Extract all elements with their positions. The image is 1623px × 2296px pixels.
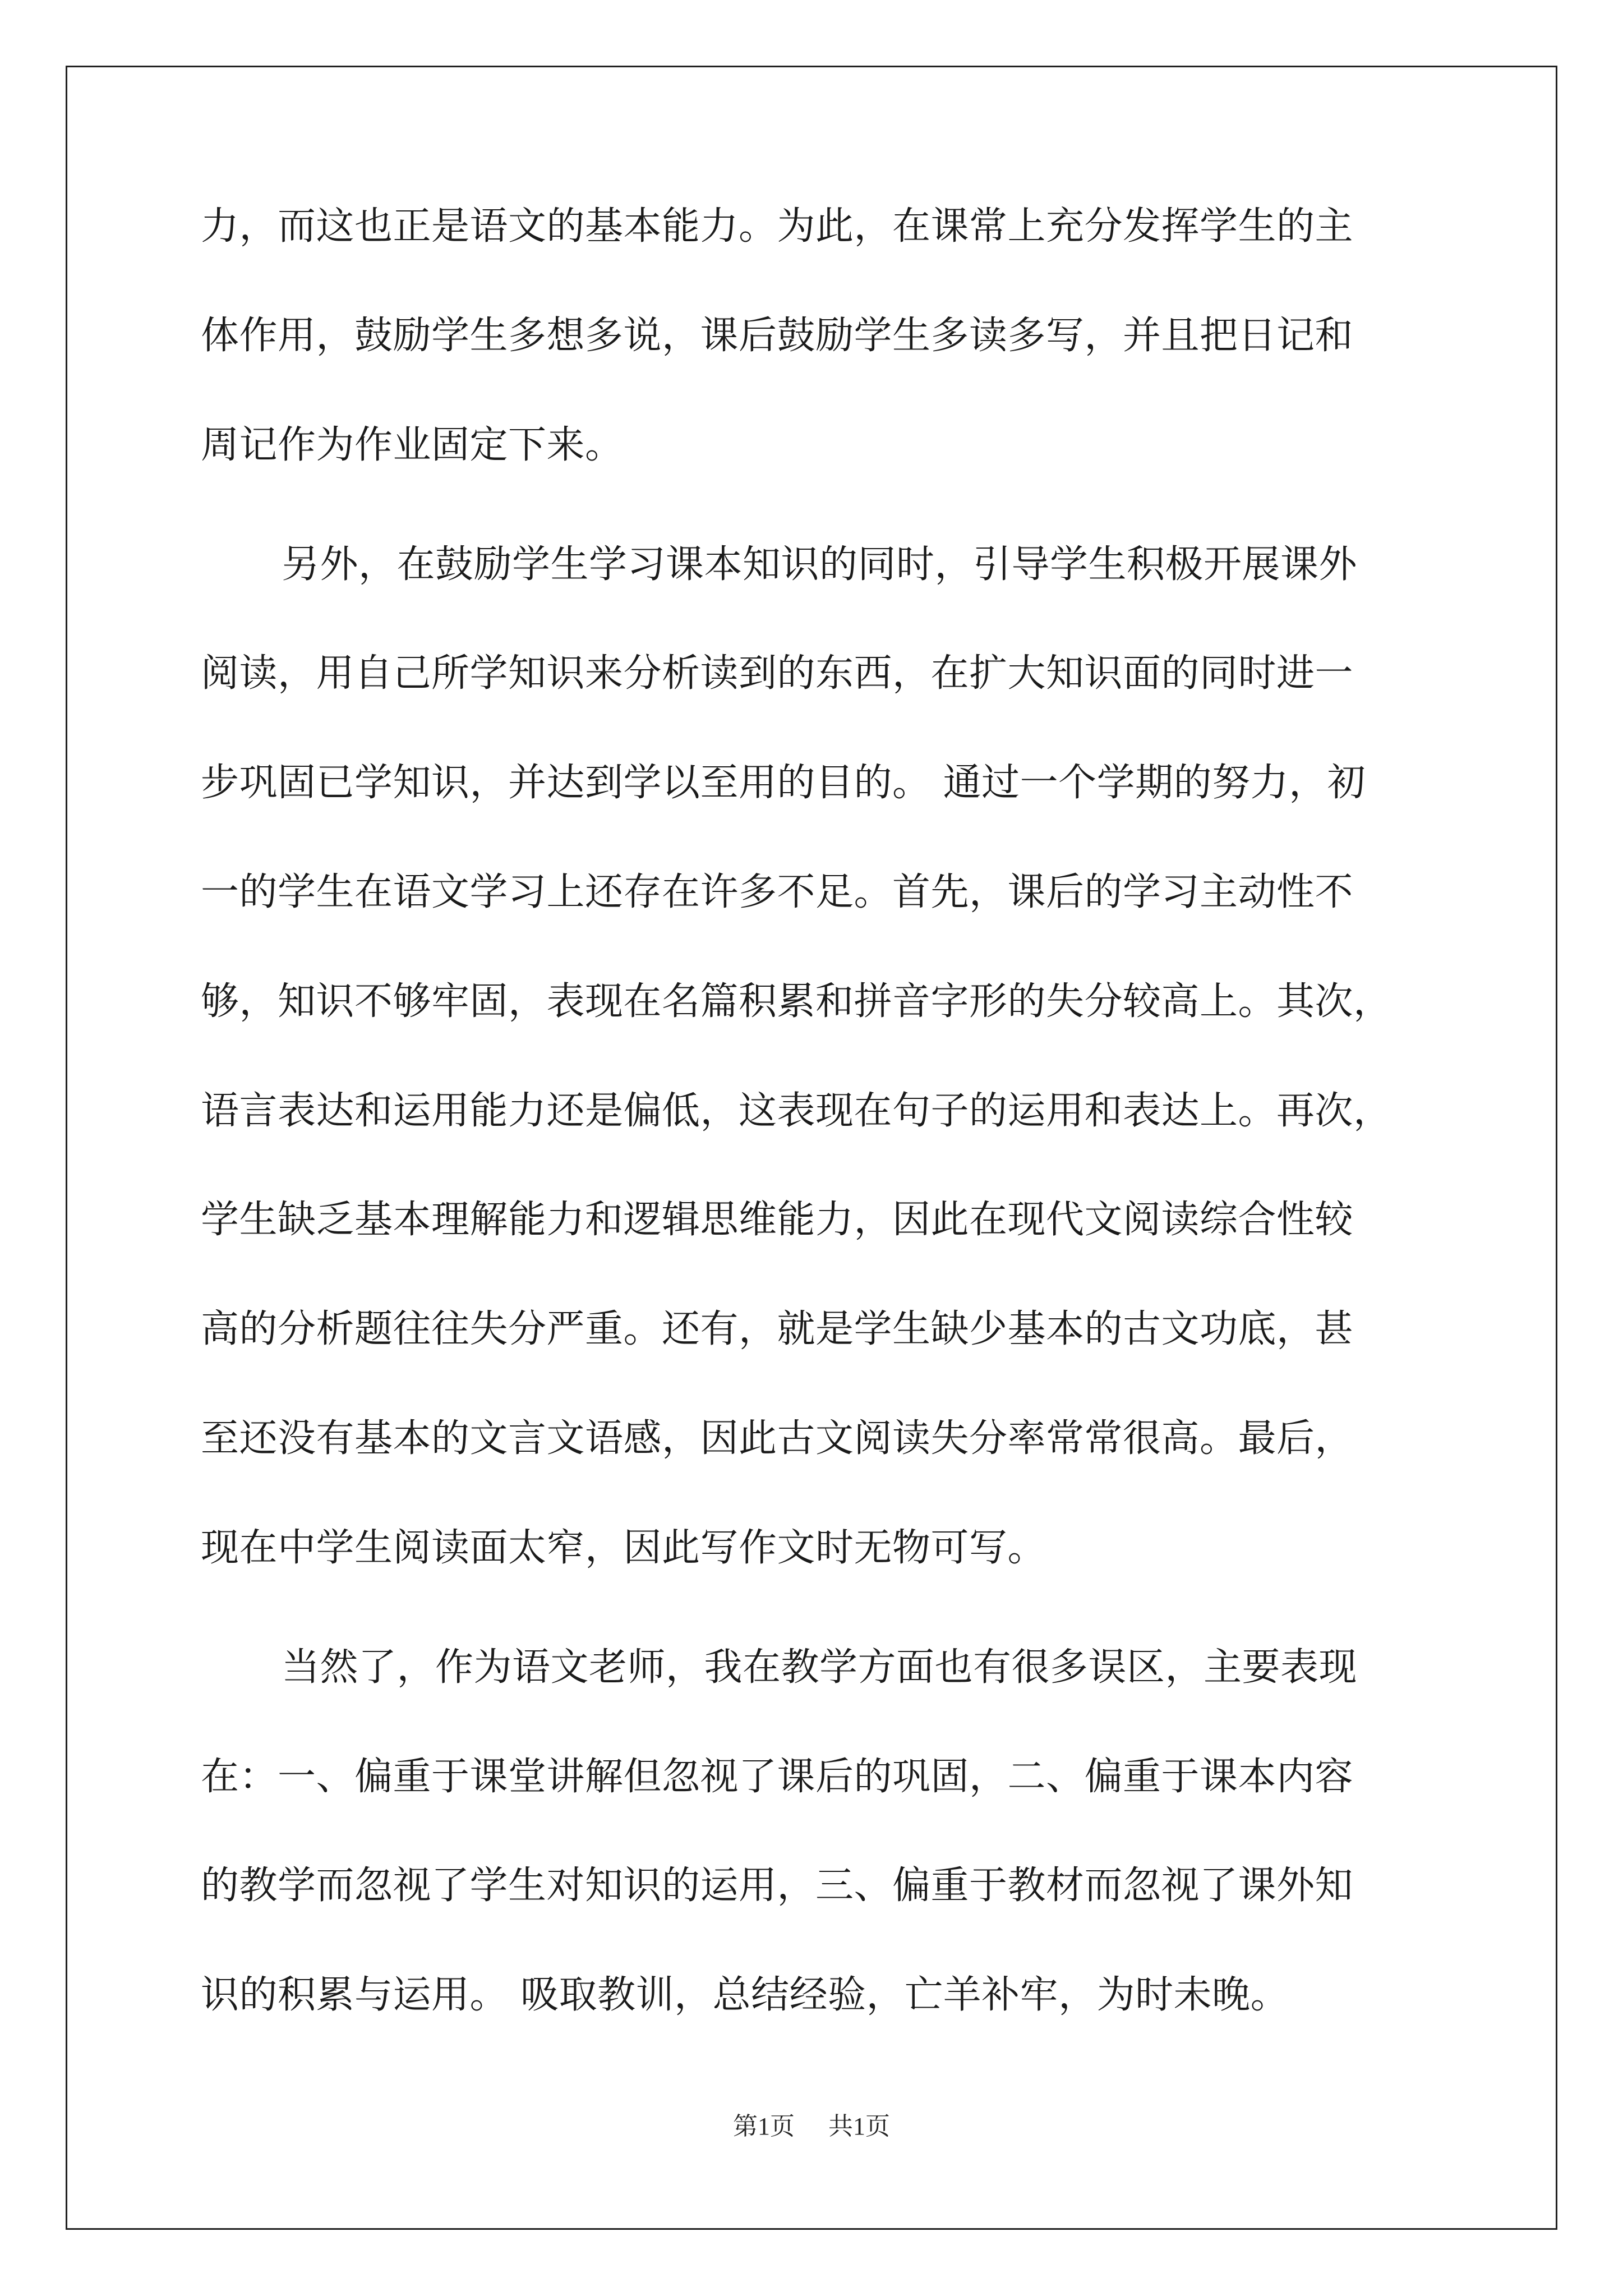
text-line: 的教学而忽视了学生对知识的运用，三、偏重于教材而忽视了课外知 (201, 1864, 1354, 1908)
text-line: 周记作为作业固定下来。 (201, 422, 624, 467)
text-line: 步巩固已学知识，并达到学以至用的目的。 通过一个学期的努力，初 (201, 761, 1366, 806)
page-total: 共1页 (828, 2113, 890, 2140)
text-line: 至还没有基本的文言文语感，因此古文阅读失分率常常很高。最后， (201, 1416, 1354, 1461)
text-line: 高的分析题往往失分严重。还有，就是学生缺少基本的古文功底，甚 (201, 1307, 1354, 1352)
text-line: 在：一、偏重于课堂讲解但忽视了课后的巩固，二、偏重于课本内容 (201, 1754, 1354, 1799)
text-line: 体作用，鼓励学生多想多说，课后鼓励学生多读多写，并且把日记和 (201, 313, 1354, 358)
text-line: 阅读，用自己所学知识来分析读到的东西，在扩大知识面的同时进一 (201, 651, 1354, 696)
text-line: 语言表达和运用能力还是偏低，这表现在句子的运用和表达上。再次， (201, 1088, 1392, 1133)
page-number: 第1页 (733, 2113, 795, 2140)
text-line: 当然了，作为语文老师，我在教学方面也有很多误区，主要表现 (282, 1645, 1358, 1690)
page-footer (0, 2113, 1623, 2141)
text-line: 另外，在鼓励学生学习课本知识的同时，引导学生积极开展课外 (282, 542, 1358, 587)
text-line: 现在中学生阅读面太窄，因此写作文时无物可写。 (201, 1525, 1046, 1570)
text-line: 够，知识不够牢固，表现在名篇积累和拼音字形的失分较高上。其次， (201, 979, 1392, 1024)
document-body (201, 204, 1435, 2086)
text-line: 识的积累与运用。 吸取教训，总结经验，亡羊补牢，为时未晚。 (201, 1973, 1289, 2018)
text-line: 一的学生在语文学习上还存在许多不足。首先，课后的学习主动性不 (201, 869, 1354, 914)
text-line: 学生缺乏基本理解能力和逻辑思维能力，因此在现代文阅读综合性较 (201, 1198, 1354, 1243)
text-line: 力，而这也正是语文的基本能力。为此，在课常上充分发挥学生的主 (201, 204, 1354, 249)
